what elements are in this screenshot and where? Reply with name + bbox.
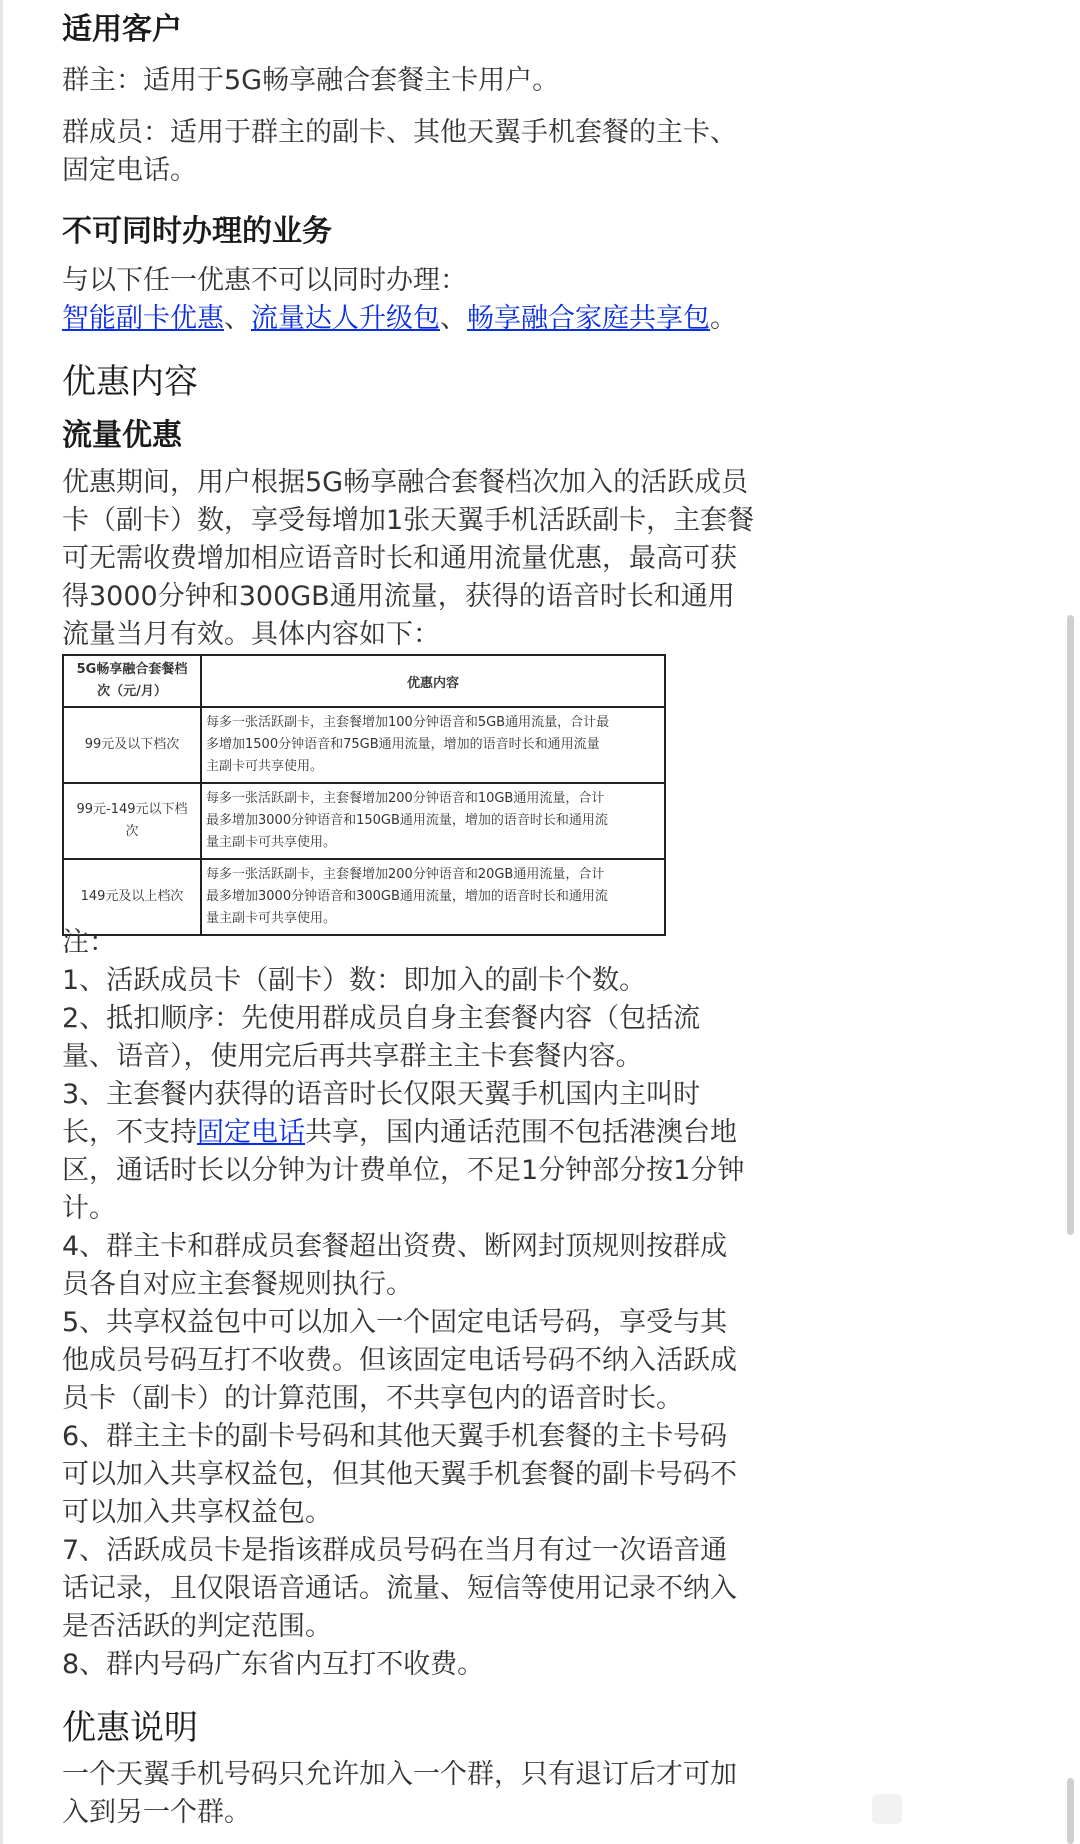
content-line: 量主副卡可共享使用。 [206,835,337,850]
section-title-explain: 优惠说明 [62,1708,198,1748]
content-line: 每多一张活跃副卡，主套餐增加200分钟语音和20GB通用流量，合计 [206,867,605,882]
exclusive-links-line [62,300,737,338]
content-line: 每多一张活跃副卡，主套餐增加100分钟语音和5GB通用流量，合计最 [206,715,610,730]
table-row [63,859,665,935]
traffic-para-line: 可无需收费增加相应语音时长和通用流量优惠，最高可获 [62,543,737,574]
section-title-traffic: 流量优惠 [62,418,182,453]
content-line: 最多增加3000分钟语音和300GB通用流量，增加的语音时长和通用流 [206,889,608,904]
customers-owner-text: 群主：适用于5G畅享融合套餐主卡用户。 [62,65,560,96]
note-6-line: 可以加入共享权益包，但其他天翼手机套餐的副卡号码不 [62,1459,737,1490]
table-header-tier [63,655,201,707]
note-6-line: 6、群主主卡的副卡号码和其他天翼手机套餐的主卡号码 [62,1421,728,1452]
customers-member-line2: 固定电话。 [62,155,197,186]
tier-cell [63,783,201,859]
table-row [63,783,665,859]
section-title-customers: 适用客户 [62,12,182,47]
traffic-para-line: 卡（副卡）数，享受每增加1张天翼手机活跃副卡，主套餐 [62,505,755,536]
table-header-tier-line2: 次（元/月） [97,684,167,699]
note-3-post: 共享，国内通话范围不包括港澳台地 [305,1117,737,1148]
note-2-line: 量、语音），使用完后再共享群主主卡套餐内容。 [62,1041,643,1072]
note-6-line: 可以加入共享权益包。 [62,1497,332,1528]
link-family-share-pack[interactable]: 畅享融合家庭共享包 [467,303,710,334]
content-cell [201,859,665,935]
left-border [0,0,3,1844]
note-5-line: 员卡（副卡）的计算范围，不共享包内的语音时长。 [62,1383,683,1414]
content-line: 每多一张活跃副卡，主套餐增加200分钟语音和10GB通用流量，合计 [206,791,605,806]
table-header-tier-line1: 5G畅享融合套餐档 [76,662,188,677]
content-line: 量主副卡可共享使用。 [206,911,337,926]
explain-line: 入到另一个群。 [62,1797,251,1828]
content-line: 最多增加3000分钟语音和150GB通用流量，增加的语音时长和通用流 [206,813,608,828]
note-5-line: 他成员号码互打不收费。但该固定电话号码不纳入活跃成 [62,1345,737,1376]
tier-line: 次 [125,824,139,839]
note-3-line: 3、主套餐内获得的语音时长仅限天翼手机国内主叫时 [62,1079,701,1110]
note-4-line: 员各自对应主套餐规则执行。 [62,1269,413,1300]
table-header-content: 优惠内容 [201,655,665,707]
link-traffic-upgrade-pack[interactable]: 流量达人升级包 [251,303,440,334]
vertical-scrollbar[interactable] [1066,0,1074,1844]
note-5-line: 5、共享权益包中可以加入一个固定电话号码，享受与其 [62,1307,728,1338]
sentence-end: 。 [710,303,737,334]
note-3-line: 区，通话时长以分钟为计费单位，不足1分钟部分按1分钟 [62,1155,745,1186]
exclusive-intro: 与以下任一优惠不可以同时办理： [62,265,467,296]
section-title-offer: 优惠内容 [62,362,198,402]
note-7-line: 话记录，且仅限语音通话。流量、短信等使用记录不纳入 [62,1573,737,1604]
note-3-line: 计。 [62,1193,116,1224]
note-7-line: 7、活跃成员卡是指该群成员号码在当月有过一次语音通 [62,1535,728,1566]
content-line: 多增加1500分钟语音和75GB通用流量，增加的语音时长和通用流量 [206,737,600,752]
link-smart-secondary-card[interactable]: 智能副卡优惠 [62,303,224,334]
scrollbar-thumb-lower[interactable] [1067,1778,1074,1844]
content-cell [201,783,665,859]
table-header-row [63,655,665,707]
watermark-icon [872,1794,902,1824]
offer-table [62,654,666,936]
link-fixed-telephone[interactable]: 固定电话 [197,1117,305,1148]
traffic-para-line: 流量当月有效。具体内容如下： [62,619,440,650]
note-3-pre: 长，不支持 [62,1117,197,1148]
content-line: 主副卡可共享使用。 [206,759,324,774]
traffic-para-line: 优惠期间，用户根据5G畅享融合套餐档次加入的活跃成员 [62,467,749,498]
link-separator: 、 [224,303,251,334]
scrollbar-thumb[interactable] [1067,615,1074,1235]
section-title-exclusive: 不可同时办理的业务 [62,214,332,249]
tier-cell: 99元及以下档次 [63,707,201,783]
table-row [63,707,665,783]
note-8: 8、群内号码广东省内互打不收费。 [62,1649,485,1680]
note-4-line: 4、群主卡和群成员套餐超出资费、断网封顶规则按群成 [62,1231,728,1262]
customers-member-line1: 群成员：适用于群主的副卡、其他天翼手机套餐的主卡、 [62,117,737,148]
traffic-para-line: 得3000分钟和300GB通用流量，获得的语音时长和通用 [62,581,735,612]
tier-line: 99元-149元以下档 [76,802,188,817]
note-1: 1、活跃成员卡（副卡）数：即加入的副卡个数。 [62,965,647,996]
note-2-line: 2、抵扣顺序：先使用群成员自身主套餐内容（包括流 [62,1003,701,1034]
note-3-line-with-link [62,1114,737,1152]
notes-label: 注： [62,927,116,958]
explain-line: 一个天翼手机号码只允许加入一个群，只有退订后才可加 [62,1759,737,1790]
link-separator: 、 [440,303,467,334]
note-7-line: 是否活跃的判定范围。 [62,1611,332,1642]
tier-cell: 149元及以上档次 [63,859,201,935]
content-cell [201,707,665,783]
